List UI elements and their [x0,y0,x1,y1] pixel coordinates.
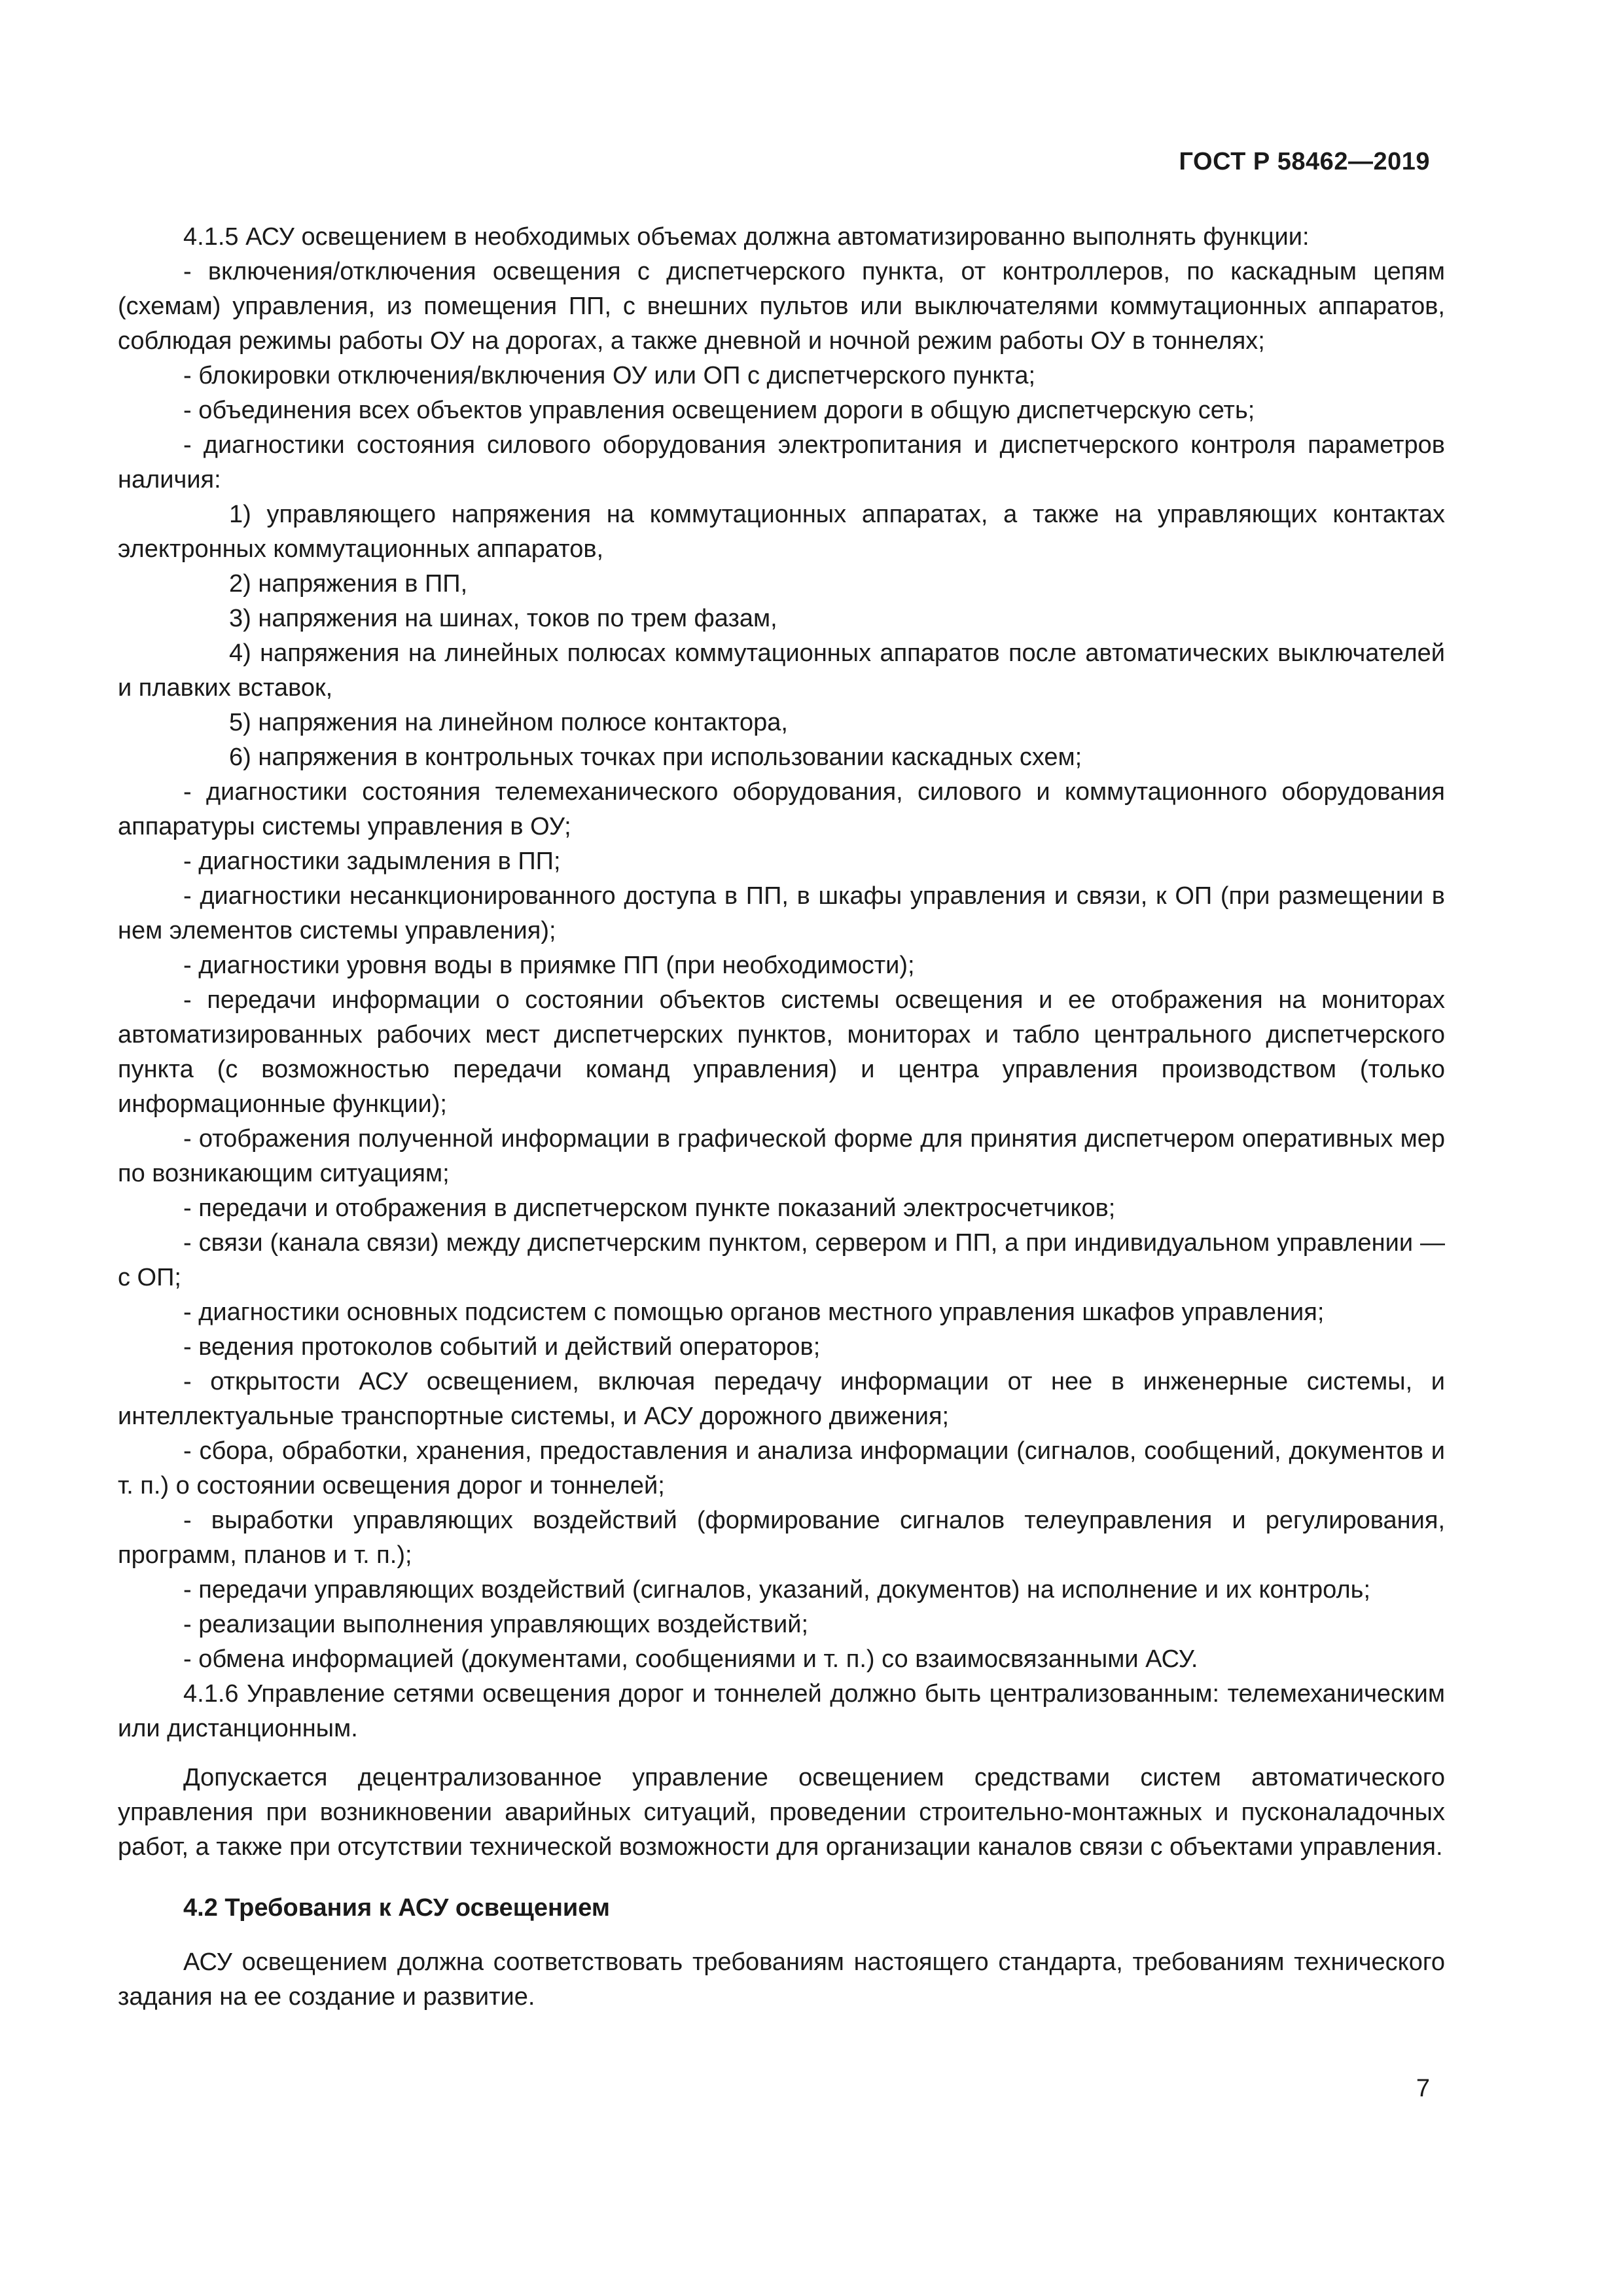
list-item: - диагностики состояния силового оборудования электропитания и диспетчерского контроля параметров наличия: [118,431,1445,493]
document-body [118,220,1445,2015]
document-code: ГОСТ Р 58462—2019 [1179,148,1430,175]
list-item: - блокировки отключения/включения ОУ или ОП с диспетчерского пункта; [183,362,1036,389]
list-item: - сбора, обработки, хранения, предоставления и анализа информации (сигналов, сообщений, документов и т. п.) о состоянии освещения дорог и тоннелей; [118,1437,1445,1499]
list-item: - диагностики основных подсистем с помощью органов местного управления шкафов управления; [183,1299,1325,1326]
list-item: - выработки управляющих воздействий (формирование сигналов телеуправления и регулирования, программ, планов и т. п.); [118,1507,1445,1569]
clause-4-1-6: 4.1.6 Управление сетями освещения дорог и тоннелей должно быть централизованным: телемеханическим или дистанционным. [118,1680,1445,1742]
list-item: - связи (канала связи) между диспетчерским пунктом, сервером и ПП, а при индивидуальном управлении — с ОП; [118,1229,1445,1291]
list-item: - объединения всех объектов управления освещением дороги в общую диспетчерскую сеть; [183,397,1255,424]
list-item: - отображения полученной информации в графической форме для принятия диспетчером оперативных мер по возникающим ситуациям; [118,1125,1445,1187]
list-item: - диагностики уровня воды в приямке ПП (при необходимости); [183,952,915,979]
page-number: 7 [1416,2075,1430,2102]
section-paragraph: АСУ освещением должна соответствовать требованиям настоящего стандарта, требованиям технического задания на ее создание и развитие. [118,1948,1445,2011]
list-item: - диагностики задымления в ПП; [183,848,561,875]
list-item: - диагностики состояния телемеханического оборудования, силового и коммутационного оборудования аппаратуры системы управления в ОУ; [118,778,1445,840]
numbered-item: 6) напряжения в контрольных точках при использовании каскадных схем; [229,744,1082,771]
list-item: - передачи и отображения в диспетчерском пункте показаний электросчетчиков; [183,1194,1116,1222]
numbered-item: 3) напряжения на шинах, токов по трем фазам, [229,605,777,632]
numbered-item: 1) управляющего напряжения на коммутационных аппаратах, а также на управляющих контактах электронных коммутационных аппаратов, [118,501,1445,563]
section-title: 4.2 Требования к АСУ освещением [183,1894,611,1922]
list-item: - включения/отключения освещения с диспетчерского пункта, от контроллеров, по каскадным цепям (схемам) управления, из помещения ПП, с внешних пультов или выключателями коммутационных аппаратов, соблюдая режимы работы ОУ на дорогах, а также дневной и ночной режим работы ОУ в тоннелях; [118,258,1445,355]
list-item: - ведения протоколов событий и действий операторов; [183,1333,821,1361]
list-item: - открытости АСУ освещением, включая передачу информации от нее в инженерные системы, и интеллектуальные транспортные системы, и АСУ дорожного движения; [118,1368,1445,1430]
clause-4-1-5: 4.1.5 АСУ освещением в необходимых объемах должна автоматизированно выполнять функции: [183,223,1310,251]
numbered-item: 5) напряжения на линейном полюсе контактора, [229,709,788,736]
numbered-item: 4) напряжения на линейных полюсах коммутационных аппаратов после автоматических выключателей и плавких вставок, [118,639,1445,702]
list-item: - диагностики несанкционированного доступа в ПП, в шкафы управления и связи, к ОП (при размещении в нем элементов системы управления); [118,882,1445,944]
paragraph: Допускается децентрализованное управление освещением средствами систем автоматического управления при возникновении аварийных ситуаций, проведении строительно-монтажных и пусконаладочных работ, а также при отсутствии технической возможности для организации каналов связи с объектами управления. [118,1764,1445,1861]
list-item: - передачи управляющих воздействий (сигналов, указаний, документов) на исполнение и их контроль; [183,1576,1370,1604]
numbered-item: 2) напряжения в ПП, [229,570,468,598]
list-item: - реализации выполнения управляющих воздействий; [183,1611,809,1638]
list-item: - обмена информацией (документами, сообщениями и т. п.) со взаимосвязанными АСУ. [183,1645,1198,1673]
list-item: - передачи информации о состоянии объектов системы освещения и ее отображения на мониторах автоматизированных рабочих мест диспетчерских пунктов, мониторах и табло центрального диспетчерского пункта (с возможностью передачи команд управления) и центра управления производством (только информационные функции); [118,986,1445,1118]
